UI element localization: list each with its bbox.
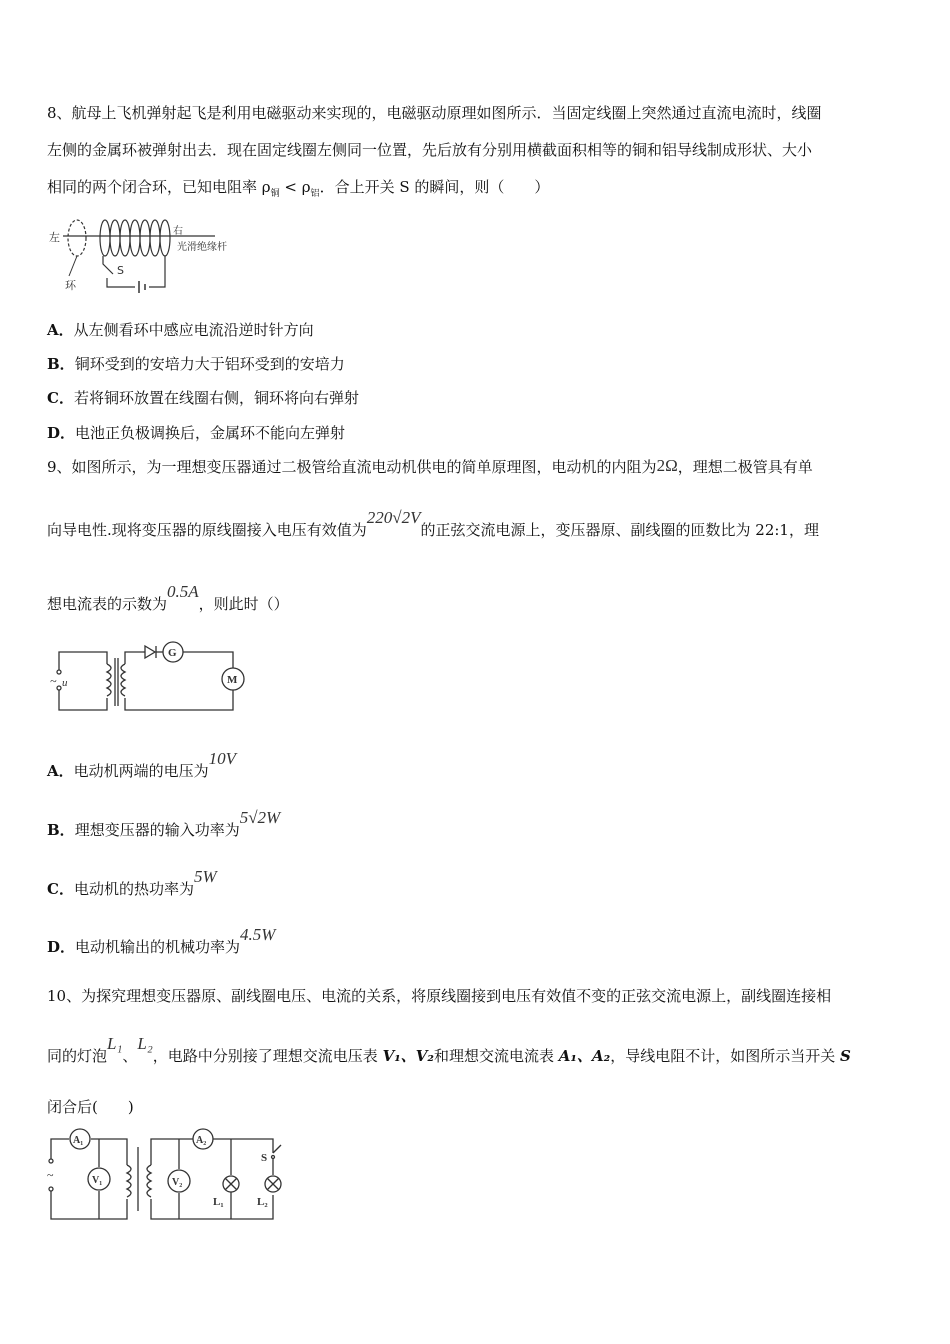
q8-option-c[interactable] <box>47 388 359 408</box>
q9-option-c-letter: C． <box>47 880 74 898</box>
q8-option-d[interactable] <box>47 423 345 443</box>
q10-lamp-sep: 、 <box>122 1047 138 1065</box>
q9-line-3-a: 想电流表的示数为 <box>47 595 168 613</box>
q8-option-d-text: 电池正负极调换后，金属环不能向左弹射 <box>75 424 346 442</box>
q8-rho-aluminum-sub: 铝 <box>310 189 320 199</box>
q9-resistance: 2Ω <box>656 456 678 475</box>
q9-circuit-figure <box>45 640 245 718</box>
q8-line-3-c: ．合上开关 S 的瞬间，则（ ） <box>319 178 550 196</box>
q8-line-3-b: < ρ <box>279 178 311 196</box>
q10-fig-v2: V₂ <box>172 1177 183 1188</box>
q9-option-c-math: 5W <box>193 867 217 886</box>
q9-option-b-math: 5√2W <box>239 808 281 827</box>
q9-option-d-text: 电动机输出的机械功率为 <box>75 938 241 956</box>
q8-fig-label-left: 左 <box>49 231 60 244</box>
q10-line-3: 闭合后( ) <box>47 1098 134 1116</box>
q8-line-2: 左侧的金属环被弹射出去．现在固定线圈左侧同一位置，先后放有分别用横截面积相等的铜和铝导线制成形状、大小 <box>47 141 813 159</box>
q9-voltage: 220√2V <box>366 508 421 527</box>
q9-option-a-text: 电动机两端的电压为 <box>73 762 209 780</box>
q10-lamp-l1: L₁ <box>107 1034 123 1053</box>
q9-line-1 <box>47 457 813 477</box>
q9-fig-label-u: u <box>62 677 68 689</box>
q9-option-b-letter: B． <box>47 821 75 839</box>
q9-option-c-text: 电动机的热功率为 <box>73 880 194 898</box>
q10-fig-ac: ~ <box>47 1168 54 1182</box>
q8-option-c-text: 若将铜环放置在线圈右侧，铜环将向右弹射 <box>73 389 359 407</box>
q9-option-d-letter: D． <box>47 938 76 956</box>
q8-fig-label-rod: 光滑绝缘杆 <box>177 242 227 253</box>
q9-fig-label-g: G <box>168 647 177 659</box>
q10-line-2-c: 和理想交流电流表 <box>433 1047 559 1065</box>
q9-option-d-math: 4.5W <box>240 925 276 944</box>
q10-line-2-a: 同的灯泡 <box>47 1047 108 1065</box>
q8-option-a-text: 从左侧看环中感应电流沿逆时针方向 <box>73 321 314 339</box>
q8-option-a-letter: A． <box>47 321 74 339</box>
q9-option-d[interactable] <box>47 925 276 957</box>
q9-option-a[interactable] <box>47 749 237 781</box>
q8-fig-label-switch: S <box>117 264 124 277</box>
svg-text:~: ~ <box>50 674 57 688</box>
q10-line-2-b: ，电路中分别接了理想交流电压表 <box>152 1047 383 1065</box>
q10-ammeters: A₁、A₂ <box>558 1047 611 1065</box>
q9-line-2 <box>47 508 819 540</box>
q10-lamp-l2: L₂ <box>137 1034 153 1053</box>
q8-line-3 <box>47 177 549 200</box>
q10-fig-v1: V₁ <box>92 1175 103 1186</box>
q10-line-2 <box>47 1034 851 1066</box>
q10-voltmeters: V₁、V₂ <box>382 1047 434 1065</box>
q9-fig-label-m: M <box>227 674 238 686</box>
q9-option-a-math: 10V <box>208 749 237 768</box>
q10-fig-s: S <box>261 1152 268 1164</box>
q8-option-b-letter: B． <box>47 355 75 373</box>
q9-current: 0.5A <box>167 582 199 601</box>
q8-rho-copper-sub: 铜 <box>270 189 280 199</box>
q9-line-3 <box>47 582 289 614</box>
q8-option-b-text: 铜环受到的安培力大于铝环受到的安培力 <box>74 355 345 373</box>
q9-option-a-letter: A． <box>47 762 74 780</box>
q8-option-c-letter: C． <box>47 389 74 407</box>
q10-fig-a2: A₂ <box>196 1135 207 1146</box>
q10-switch-s: S <box>839 1047 851 1065</box>
q8-option-a[interactable] <box>47 320 314 340</box>
q8-option-b[interactable] <box>47 354 345 374</box>
q8-fig-label-right: 右 <box>173 226 183 237</box>
q10-circuit-figure <box>45 1127 290 1225</box>
q9-line-2-a: 向导电性.现将变压器的原线圈接入电压有效值为 <box>47 521 367 539</box>
q10-fig-l2: L₂ <box>257 1196 268 1208</box>
q8-option-d-letter: D． <box>47 424 76 442</box>
q8-coil-figure <box>45 212 240 297</box>
q9-line-3-b: ，则此时（） <box>198 595 289 613</box>
q10-fig-l1: L₁ <box>213 1196 224 1208</box>
q9-line-1-b: ，理想二极管具有单 <box>677 458 813 476</box>
q8-line-3-a: 相同的两个闭合环，已知电阻率 ρ <box>47 178 271 196</box>
q8-line-1: 8、航母上飞机弹射起飞是利用电磁驱动来实现的，电磁驱动原理如图所示．当固定线圈上突然通过直流电流时，线圈 <box>47 104 822 122</box>
q9-line-1-a: 9、如图所示，为一理想变压器通过二极管给直流电动机供电的简单原理图，电动机的内阻为 <box>47 458 657 476</box>
q8-fig-label-ring: 环 <box>65 279 76 292</box>
q9-line-2-b: 的正弦交流电源上，变压器原、副线圈的匝数比为 22:1，理 <box>420 521 819 539</box>
q9-option-b-text: 理想变压器的输入功率为 <box>74 821 240 839</box>
q10-line-2-d: ，导线电阻不计，如图所示当开关 <box>610 1047 840 1065</box>
q10-fig-a1: A₁ <box>73 1135 84 1146</box>
q9-option-c[interactable] <box>47 867 217 899</box>
q10-line-1: 10、为探究理想变压器原、副线圈电压、电流的关系，将原线圈接到电压有效值不变的正弦交流电源上，副线圈连接相 <box>47 987 832 1005</box>
q9-option-b[interactable] <box>47 808 281 840</box>
